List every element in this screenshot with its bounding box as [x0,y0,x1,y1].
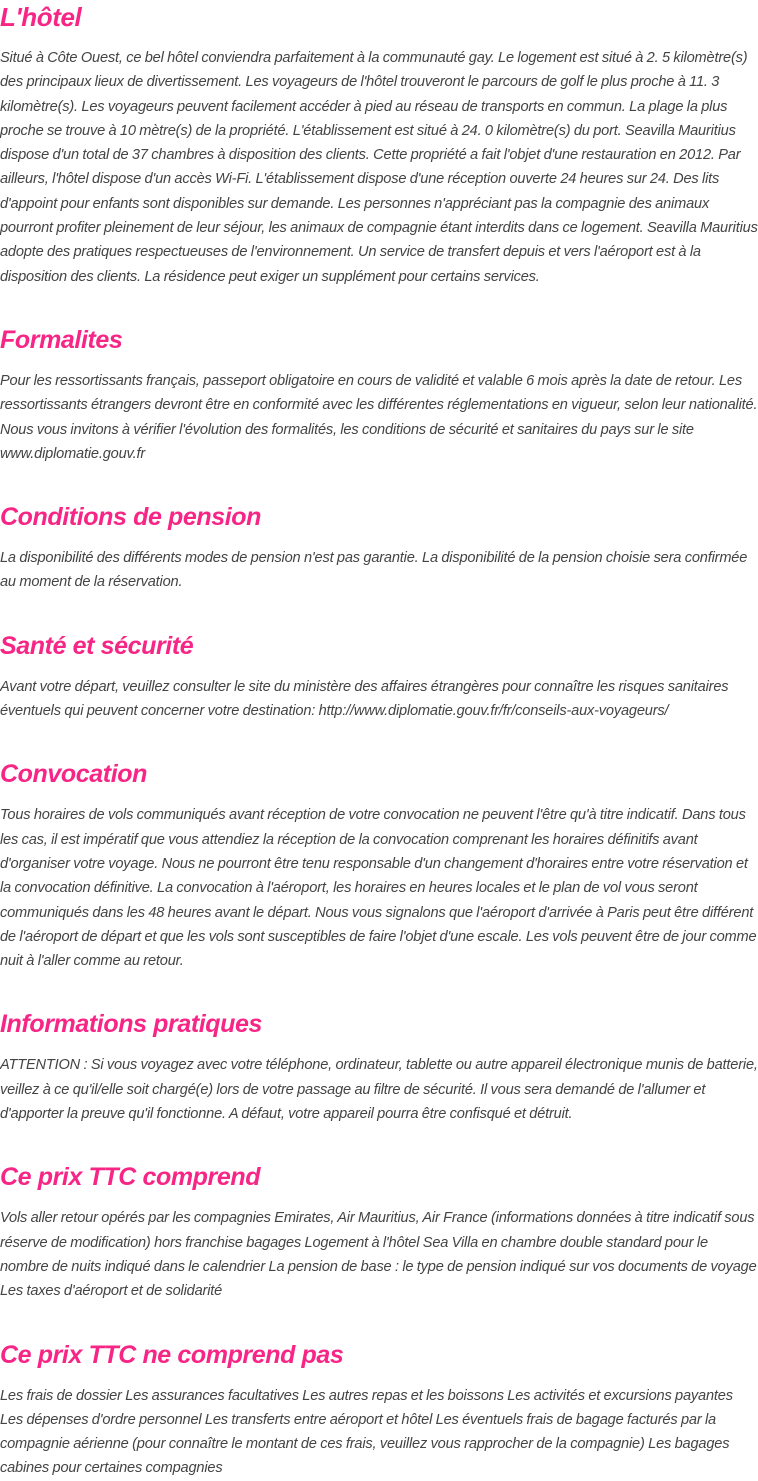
spacer [0,1126,758,1162]
spacer [0,289,758,325]
section-heading-sante-et-securite: Santé et sécurité [0,631,194,660]
section-heading-convocation: Convocation [0,760,147,789]
section-body-informations-pratiques: ATTENTION : Si vous voyagez avec votre téléphone, ordinateur, tablette ou autre appareil électronique munis de batterie, veillez à ce qu'il/elle soit chargé(e) lors de votre passage au filtre de sécurité. Il vous sera demandé de l'allumer et d'apporter la preuve qu'il fonctionne. A défaut, votre appareil pourra être confisqué et détruit. [0,1057,758,1123]
spacer [0,595,758,631]
section-formalites [0,325,758,466]
section-ce-prix-ttc-ne-comprend-pas [0,1340,758,1481]
section-body-sante-et-securite: Avant votre départ, veuillez consulter le site du ministère des affaires étrangères pour connaître les risques sanitaires éventuels qui peuvent concerner votre destination: http://www.diplomatie.gouv.fr/fr/conseils-aux-voyageurs/ [0,678,729,720]
spacer [0,789,758,803]
section-body-conditions-de-pension: La disponibilité des différents modes de pension n'est pas garantie. La disponibilité de la pension choisie sera confirmée au moment de la réservation. [0,550,748,591]
spacer [0,32,758,46]
spacer [0,466,758,502]
section-informations-pratiques [0,1009,758,1126]
section-heading-ce-prix-ttc-comprend: Ce prix TTC comprend [0,1163,261,1192]
section-heading-conditions-de-pension: Conditions de pension [0,503,262,532]
section-ce-prix-ttc-comprend [0,1162,758,1303]
section-body-hotel: Situé à Côte Ouest, ce bel hôtel conviendra parfaitement à la communauté gay. Le logement est situé à 2. 5 kilomètre(s) des principaux lieux de divertissement. Les voyageurs de l'hôtel trouveront le parcours de golf le plus proche à 11. 3 kilomètre(s). Les voyageurs peuvent facilement accéder à pied au réseau de transports en commun. La plage la plus proche se trouve à 10 mètre(s) de la propriété. L'établissement est situé à 24. 0 kilomètre(s) du port. Seavilla Mauritius dispose d'un total de 37 chambres à disposition des clients. Cette propriété a fait l'objet d'une restauration en 2012. Par ailleurs, l'hôtel dispose d'un accès Wi-Fi. L'établissement dispose d'une réception ouverte 24 heures sur 24. Des lits d'appoint pour enfants sont disponibles sur demande. Les personnes n'appréciant pas la compagnie des animaux pourront profiter pleinement de leur séjour, les animaux de compagnie étant interdits dans ce logement. Seavilla Mauritius adopte des pratiques respectueuses de l'environnement. Un service de transfert depuis et vers l'aéroport est à la disposition des clients. La résidence peut exiger un supplément pour certains services. [0,50,758,285]
spacer [0,1192,758,1206]
spacer [0,973,758,1009]
section-body-ce-prix-ttc-comprend: Vols aller retour opérés par les compagnies Emirates, Air Mauritius, Air France (informations données à titre indicatif sous réserve de modification) hors franchise bagages Logement à l'hôtel Sea Villa en chambre double standard pour le nombre de nuits indiqué dans le calendrier La pension de base : le type de pension indiqué sur vos documents de voyage Les taxes d'aéroport et de solidarité [0,1210,757,1300]
spacer [0,661,758,675]
section-body-formalites: Pour les ressortissants français, passeport obligatoire en cours de validité et valable 6 mois après la date de retour. Les ressortissants étrangers devront être en conformité avec les différentes réglementations en vigueur, selon leur nationalité. Nous vous invitons à vérifier l'évolution des formalités, les conditions de sécurité et sanitaires du pays sur le site www.diplomatie.gouv.fr [0,372,758,462]
spacer [0,532,758,546]
spacer [0,1304,758,1340]
section-heading-ce-prix-ttc-ne-comprend-pas: Ce prix TTC ne comprend pas [0,1340,344,1369]
spacer [0,1039,758,1053]
section-heading-informations-pratiques: Informations pratiques [0,1010,263,1039]
section-heading-formalites: Formalites [0,325,123,354]
section-hotel [0,2,758,289]
section-body-ce-prix-ttc-ne-comprend-pas: Les frais de dossier Les assurances facultatives Les autres repas et les boissons Les activités et excursions payantes Les dépenses d'ordre personnel Les transferts entre aéroport et hôtel Les éventuels frais de bagage facturés par la compagnie aérienne (pour connaître le montant de ces frais, veuillez vous rapprocher de la compagnie) Les bagages cabines pour certaines compagnies [0,1387,733,1477]
section-conditions-de-pension [0,502,758,595]
spacer [0,723,758,759]
spacer [0,1370,758,1384]
section-body-convocation: Tous horaires de vols communiqués avant réception de votre convocation ne peuvent l'être qu'à titre indicatif. Dans tous les cas, il est impératif que vous attendiez la réception de la convocation comprenant les horaires définitifs avant d'organiser votre voyage. Nous ne pourront être tenu responsable d'un changement d'horaires entre votre réservation et la convocation définitive. La convocation à l'aéroport, les horaires en heures locales et le plan de vol vous seront communiqués dans les 48 heures avant le départ. Nous vous signalons que l'aéroport d'arrivée à Paris peut être différent de l'aéroport de départ et que les vols sont susceptibles de faire l'objet d'une escale. Les vols peuvent être de jour comme nuit à l'aller comme au retour. [0,807,757,970]
section-sante-et-securite [0,631,758,724]
document-body [0,2,758,1481]
spacer [0,355,758,369]
section-heading-hotel: L'hôtel [0,2,82,32]
section-convocation [0,759,758,973]
